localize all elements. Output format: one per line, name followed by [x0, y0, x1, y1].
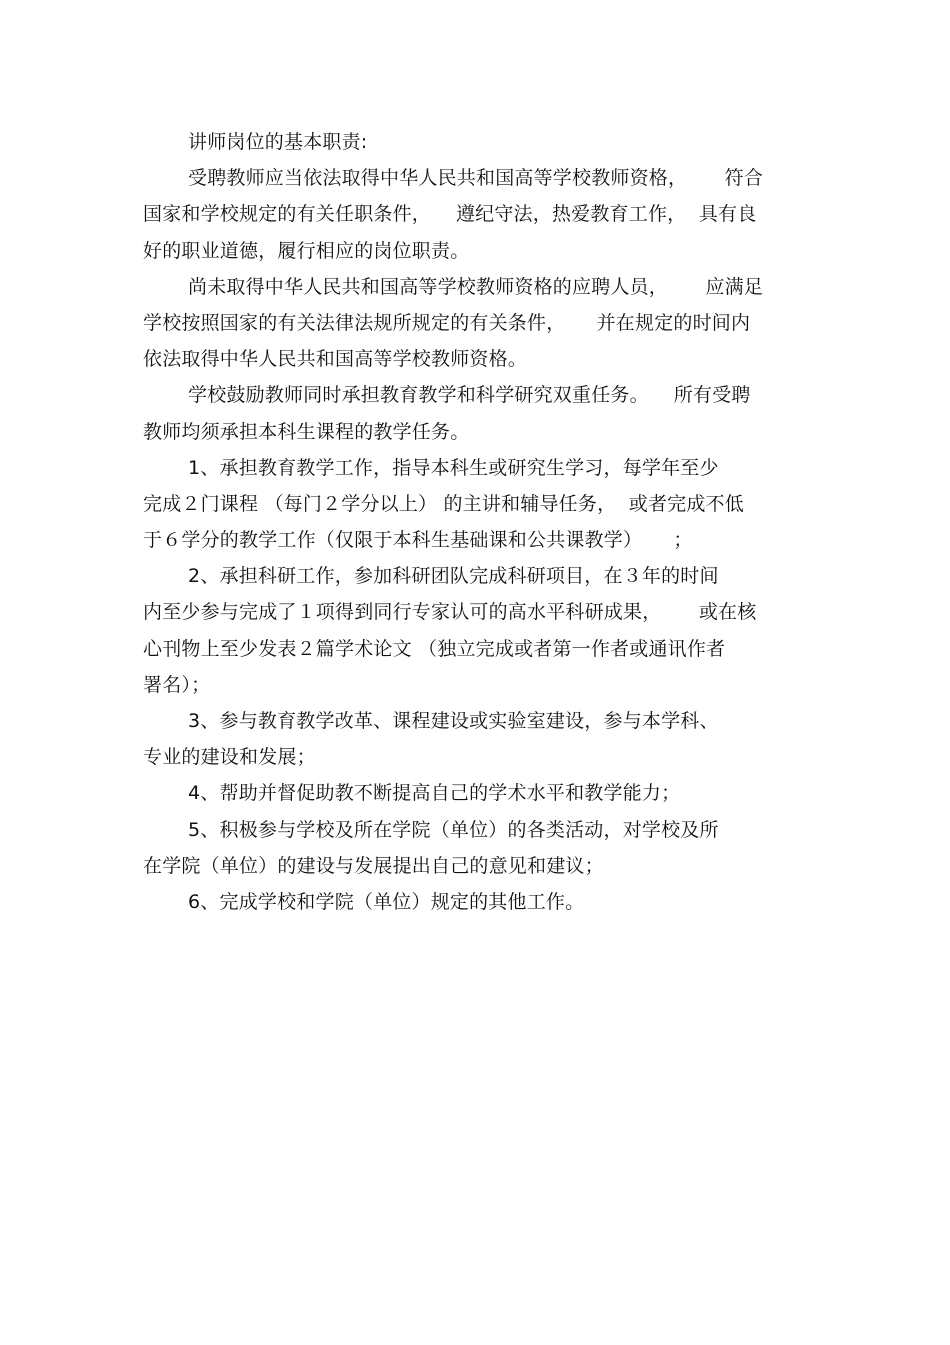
paragraph-line: 依法取得中华人民共和国高等学校教师资格。: [143, 348, 528, 371]
list-item-2-line: 心刊物上至少发表２篇学术论文 （独立完成或者第一作者或通讯作者: [143, 637, 726, 660]
list-item-4-line: 4、帮助并督促助教不断提高自己的学术水平和教学能力；: [188, 782, 681, 805]
paragraph-line: 学校鼓励教师同时承担教育教学和科学研究双重任务。 所有受聘: [188, 384, 751, 407]
list-item-5-line: 5、积极参与学校及所在学院（单位）的各类活动，对学校及所: [188, 818, 719, 841]
list-item-1-line: 1、承担教育教学工作，指导本科生或研究生学习，每学年至少: [188, 456, 719, 479]
paragraph-line: 尚未取得中华人民共和国高等学校教师资格的应聘人员， 应满足: [188, 275, 764, 298]
list-item-2-line: 内至少参与完成了１项得到同行专家认可的高水平科研成果， 或在核: [143, 601, 757, 624]
list-item-1-line: 于６学分的教学工作（仅限于本科生基础课和公共课教学） ；: [143, 529, 693, 552]
paragraph-line: 受聘教师应当依法取得中华人民共和国高等学校教师资格， 符合: [188, 167, 764, 190]
document-body: [143, 124, 807, 920]
paragraph-line: 国家和学校规定的有关任职条件， 遵纪守法，热爱教育工作， 具有良: [143, 203, 757, 226]
section-heading: 讲师岗位的基本职责:: [188, 131, 368, 153]
paragraph-line: 教师均须承担本科生课程的教学任务。: [143, 420, 470, 443]
list-item-6-line: 6、完成学校和学院（单位）规定的其他工作。: [188, 890, 585, 913]
list-item-3-line: 3、参与教育教学改革、课程建设或实验室建设，参与本学科、: [188, 710, 719, 732]
list-item-2-line: 2、承担科研工作，参加科研团队完成科研项目，在３年的时间: [188, 565, 719, 588]
paragraph-line: 学校按照国家的有关法律法规所规定的有关条件， 并在规定的时间内: [143, 311, 751, 334]
list-item-3-line: 专业的建设和发展；: [143, 746, 316, 769]
list-item-5-line: 在学院（单位）的建设与发展提出自己的意见和建议；: [143, 854, 604, 877]
list-item-1-line: 完成２门课程 （每门２学分以上） 的主讲和辅导任务， 或者完成不低: [143, 492, 744, 515]
list-item-2-line: 署名）；: [143, 673, 211, 696]
paragraph-line: 好的职业道德，履行相应的岗位职责。: [143, 239, 470, 262]
